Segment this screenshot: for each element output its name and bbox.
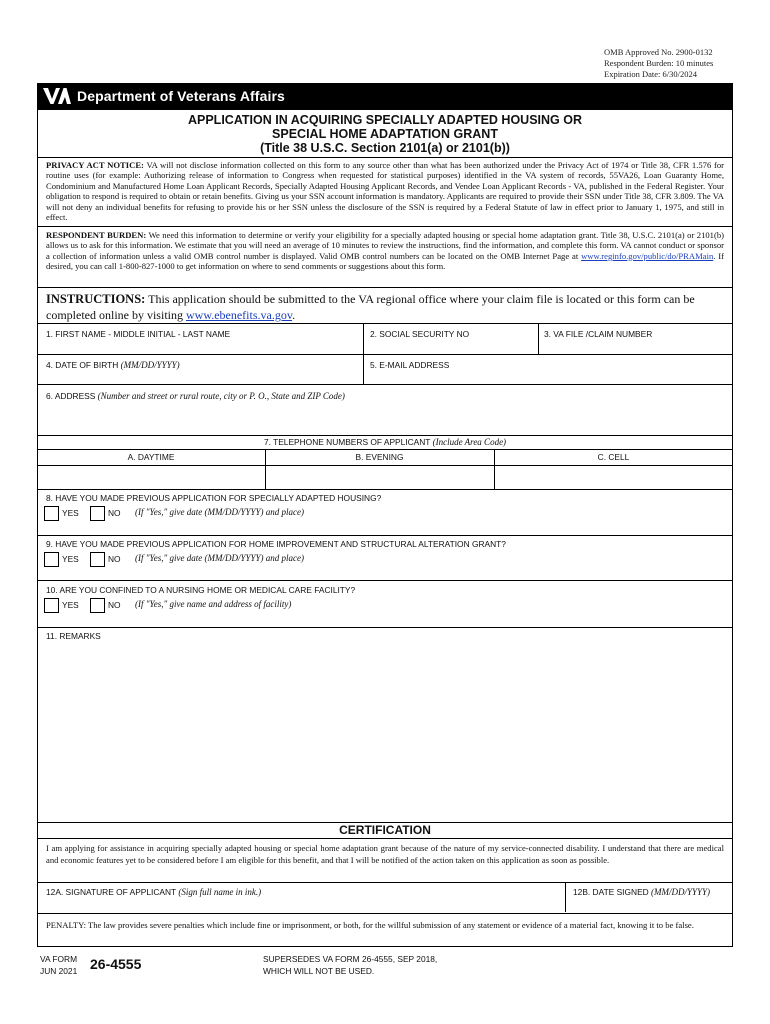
q8-label: 8. HAVE YOU MADE PREVIOUS APPLICATION FOR SPECIALLY ADAPTED HOUSING? bbox=[46, 493, 382, 503]
name-field[interactable] bbox=[40, 340, 360, 353]
dob-field[interactable] bbox=[40, 371, 360, 383]
q8-yes-checkbox[interactable] bbox=[44, 506, 59, 521]
q9-yes-label: YES bbox=[62, 554, 79, 564]
ebenefits-link[interactable]: www.ebenefits.va.gov bbox=[185, 308, 293, 322]
supersedes-line2: WHICH WILL NOT BE USED. bbox=[263, 966, 375, 976]
form-title-line2: SPECIAL HOME ADAPTATION GRANT bbox=[272, 127, 498, 141]
signature-field[interactable] bbox=[40, 898, 562, 911]
instructions-end: . bbox=[292, 308, 296, 322]
daytime-label: A. DAYTIME bbox=[127, 452, 175, 462]
remarks-field[interactable] bbox=[40, 644, 730, 820]
telephone-label bbox=[38, 437, 732, 447]
q8-no-checkbox[interactable] bbox=[90, 506, 105, 521]
dob-hint: (MM/DD/YYYY) bbox=[120, 360, 180, 370]
certification-text: I am applying for assistance in acquiring specially adapted housing or special home adaptation grant because of the nature of my service-connected disability. I understand that there are medical and economic features yet to be considered before I am eligible for this benefit, and that I will be notified of the action taken on this application as soon as possible. bbox=[46, 843, 724, 865]
cell-phone-field[interactable] bbox=[497, 467, 729, 487]
address-label-text: 6. ADDRESS bbox=[46, 391, 96, 401]
form-title-line1: APPLICATION IN ACQUIRING SPECIALLY ADAPTED HOUSING OR bbox=[187, 113, 582, 127]
omb-expiration: Expiration Date: 6/30/2024 bbox=[604, 69, 698, 79]
q10-no-checkbox[interactable] bbox=[90, 598, 105, 613]
certification-heading: CERTIFICATION bbox=[339, 823, 431, 837]
privacy-text: VA will not disclose information collected on this form to any source other than what has been authorized under the Privacy Act of 1974 or Title 38, CFR 1.576 for routine uses (for example: Authorizing release of information to Congress when requested for statistical purposes) identified in the VA system of records, 55VA26, Loan Guaranty Home, Condominium and Manufactured Home Loan Applicant Records, Specially Adapted Housing Applicant Records, and Vendee Loan Applicant Records - VA, published in the Federal Register. Your obligation to respond is required to obtain or retain benefits. Giving us your SSN account information is mandatory. Applicants are required to provide their SSN under Title 38, CFR 3.809. The VA will not deny an individual benefits for refusing to provide his or her SSN unless the disclosure of the SSN is required by a Federal Statute of law in effect prior to January 1, 1975, and still in effect. bbox=[46, 160, 725, 223]
email-label: 5. E-MAIL ADDRESS bbox=[370, 360, 450, 370]
burden-text1: We need this information to determine or verify your eligibility for a specially adapted housing or special home adaptation grant. Title 38, U.S.C. 2101(a) or 2101(b) allows us to ask for this information. We estimate that you will need an average of 10 minutes to review the instructions, find the information, and complete this form. VA cannot conduct or sponsor a collection of information unless a valid OMB control number is displayed. Valid OMB control numbers can be located on the OMB Internet Page at bbox=[46, 230, 724, 261]
form-frame bbox=[37, 109, 733, 947]
va-logo-icon bbox=[41, 85, 71, 107]
first-name-label: 1. FIRST NAME - MIDDLE INITIAL - LAST NAME bbox=[46, 329, 231, 339]
q9-no-label: NO bbox=[108, 554, 121, 564]
date-signed-label-text: 12B. DATE SIGNED bbox=[573, 887, 649, 897]
instructions bbox=[46, 291, 726, 323]
q10-hint: (If "Yes," give name and address of facility) bbox=[135, 599, 292, 609]
q9-label: 9. HAVE YOU MADE PREVIOUS APPLICATION FOR HOME IMPROVEMENT AND STRUCTURAL ALTERATION GRANT? bbox=[46, 539, 506, 549]
date-signed-field[interactable] bbox=[568, 898, 729, 911]
burden-heading: RESPONDENT BURDEN: bbox=[46, 230, 147, 240]
address-field[interactable] bbox=[40, 402, 730, 434]
evening-phone-field[interactable] bbox=[268, 467, 491, 487]
form-number: 26-4555 bbox=[90, 956, 142, 972]
signature-hint: (Sign full name in ink.) bbox=[178, 887, 262, 897]
q10-yes-checkbox[interactable] bbox=[44, 598, 59, 613]
department-name: Department of Veterans Affairs bbox=[77, 88, 285, 104]
ssn-field[interactable] bbox=[366, 340, 535, 353]
q8-no-label: NO bbox=[108, 508, 121, 518]
signature-label bbox=[46, 887, 261, 897]
q8-hint: (If "Yes," give date (MM/DD/YYYY) and place) bbox=[135, 507, 304, 517]
burden-text2: . If desired, you can call 1-800-827-1000 to get information on where to send comments or suggestions about this form. bbox=[46, 250, 724, 272]
remarks-label: 11. REMARKS bbox=[46, 631, 101, 641]
omb-burden: Respondent Burden: 10 minutes bbox=[604, 58, 714, 68]
address-hint: (Number and street or rural route, city or P. O., State and ZIP Code) bbox=[97, 391, 345, 401]
instructions-heading: INSTRUCTIONS: bbox=[46, 292, 146, 306]
privacy-heading: PRIVACY ACT NOTICE: bbox=[46, 160, 144, 170]
instructions-text: This application should be submitted to the VA regional office where your claim file is located or this form can be completed online by visiting bbox=[46, 292, 695, 322]
date-signed-hint: (MM/DD/YYYY) bbox=[651, 887, 711, 897]
omb-link[interactable]: www.reginfo.gov/public/do/PRAMain bbox=[581, 250, 714, 261]
penalty-text: PENALTY: The law provides severe penalties which include fine or imprisonment, or both, for the willful submission of any statement or evidence of a material fact, knowing it to be false. bbox=[46, 920, 694, 930]
email-field[interactable] bbox=[366, 371, 729, 383]
footer-va-form: VA FORM bbox=[40, 954, 78, 964]
privacy-act-notice bbox=[46, 160, 724, 222]
va-file-field[interactable] bbox=[541, 340, 729, 353]
dob-label bbox=[46, 360, 180, 370]
va-file-label: 3. VA FILE /CLAIM NUMBER bbox=[544, 329, 653, 339]
date-signed-label bbox=[573, 887, 710, 897]
cell-label: C. CELL bbox=[597, 452, 630, 462]
omb-info bbox=[604, 47, 713, 80]
dob-label-text: 4. DATE OF BIRTH bbox=[46, 360, 119, 370]
header-bar bbox=[37, 83, 733, 109]
signature-label-text: 12A. SIGNATURE OF APPLICANT bbox=[46, 887, 177, 897]
q10-yes-label: YES bbox=[62, 600, 79, 610]
footer-date: JUN 2021 bbox=[40, 966, 78, 976]
q9-hint: (If "Yes," give date (MM/DD/YYYY) and place) bbox=[135, 553, 304, 563]
form-title-line3: (Title 38 U.S.C. Section 2101(a) or 2101(b)) bbox=[260, 141, 510, 155]
q8-yes-label: YES bbox=[62, 508, 79, 518]
supersedes-line1: SUPERSEDES VA FORM 26-4555, SEP 2018, bbox=[263, 954, 438, 964]
respondent-burden bbox=[46, 230, 724, 272]
telephone-label-text: 7. TELEPHONE NUMBERS OF APPLICANT bbox=[263, 437, 431, 447]
q9-no-checkbox[interactable] bbox=[90, 552, 105, 567]
address-label bbox=[46, 391, 345, 401]
evening-label: B. EVENING bbox=[355, 452, 404, 462]
q10-no-label: NO bbox=[108, 600, 121, 610]
q9-yes-checkbox[interactable] bbox=[44, 552, 59, 567]
ssn-label: 2. SOCIAL SECURITY NO bbox=[370, 329, 470, 339]
telephone-hint: (Include Area Code) bbox=[432, 437, 507, 447]
q10-label: 10. ARE YOU CONFINED TO A NURSING HOME OR MEDICAL CARE FACILITY? bbox=[46, 585, 356, 595]
daytime-phone-field[interactable] bbox=[40, 467, 263, 487]
omb-approved: OMB Approved No. 2900-0132 bbox=[604, 47, 713, 57]
